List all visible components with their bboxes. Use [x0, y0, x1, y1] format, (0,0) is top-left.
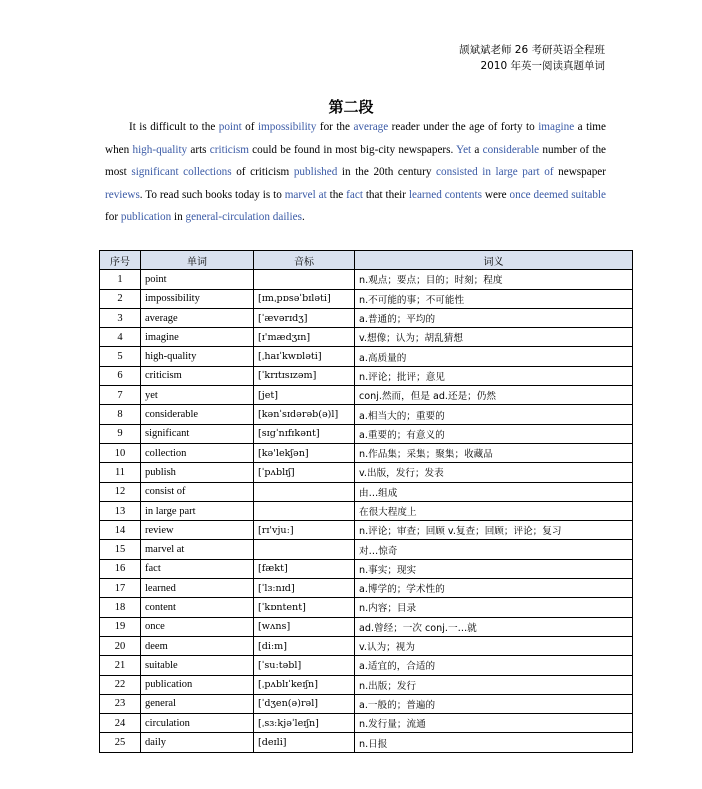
- row-word: consist of: [141, 482, 254, 501]
- highlighted-vocab-word: published: [293, 166, 338, 178]
- table-row: [100, 328, 633, 347]
- row-meaning: n.事实；现实: [355, 559, 633, 578]
- passage-text: It is difficult to the: [129, 121, 219, 133]
- row-word: impossibility: [141, 289, 254, 308]
- row-index: 20: [100, 636, 141, 655]
- row-phonetic: [deɪli]: [254, 733, 355, 752]
- row-meaning: a.适宜的，合适的: [355, 656, 633, 675]
- table-row: [100, 308, 633, 327]
- passage-text: a: [471, 143, 483, 156]
- row-index: 2: [100, 289, 141, 308]
- row-word: considerable: [141, 405, 254, 424]
- row-meaning: a.博学的；学术性的: [355, 579, 633, 598]
- vocabulary-table: [99, 250, 633, 753]
- row-word: imagine: [141, 328, 254, 347]
- highlighted-vocab-word: learned contents: [408, 188, 482, 201]
- row-index: 3: [100, 308, 141, 327]
- row-phonetic: [kə'lekʃən]: [254, 443, 355, 462]
- highlighted-vocab-word: Yet: [456, 143, 472, 156]
- passage-text: the: [326, 188, 347, 201]
- row-phonetic: [sɪgˈnɪfɪkənt]: [254, 424, 355, 443]
- row-phonetic: [rɪ'vjuː]: [254, 521, 355, 540]
- highlighted-vocab-word: publication: [120, 211, 172, 223]
- row-index: 14: [100, 521, 141, 540]
- table-body: [100, 270, 633, 752]
- row-phonetic: [ˈævərɪdʒ]: [254, 308, 355, 327]
- table-row: [100, 714, 633, 733]
- row-meaning: n.内容；目录: [355, 598, 633, 617]
- passage-text: for: [105, 211, 121, 223]
- row-index: 11: [100, 463, 141, 482]
- row-phonetic: [diːm]: [254, 636, 355, 655]
- row-phonetic: [ɪ'mædʒɪn]: [254, 328, 355, 347]
- row-phonetic: [ɪmˌpɒsəˈbɪləti]: [254, 289, 355, 308]
- row-phonetic: [kənˈsɪdərəb(ə)l]: [254, 405, 355, 424]
- row-index: 7: [100, 386, 141, 405]
- row-word: publish: [141, 463, 254, 482]
- row-meaning: n.评论；批评；意见: [355, 366, 633, 385]
- row-index: 8: [100, 405, 141, 424]
- row-meaning: conj.然而，但是 ad.还是；仍然: [355, 386, 633, 405]
- row-meaning: v.出版，发行；发表: [355, 463, 633, 482]
- row-word: content: [141, 598, 254, 617]
- row-meaning: n.发行量；流通: [355, 714, 633, 733]
- header-subtitle-line: 2010 年英一阅读真题单词: [480, 60, 605, 72]
- row-phonetic: [ˌpʌblɪˈkeɪʃn]: [254, 675, 355, 694]
- highlighted-vocab-word: impossibility: [257, 121, 317, 133]
- row-phonetic: [ˈkɒntent]: [254, 598, 355, 617]
- header-phonetic: 音标: [254, 251, 355, 270]
- row-index: 15: [100, 540, 141, 559]
- row-index: 18: [100, 598, 141, 617]
- passage-text: arts: [187, 143, 210, 156]
- highlighted-vocab-word: consisted in large part of: [436, 166, 554, 178]
- table-row: [100, 289, 633, 308]
- passage-paragraph: [105, 116, 606, 229]
- table-row: [100, 521, 633, 540]
- row-phonetic: [jet]: [254, 386, 355, 405]
- header-meaning: 词义: [355, 251, 633, 270]
- row-phonetic: [ˌhaɪˈkwɒləti]: [254, 347, 355, 366]
- row-meaning: a.相当大的；重要的: [355, 405, 633, 424]
- row-phonetic: [ˈpʌblɪʃ]: [254, 463, 355, 482]
- passage-text: of: [241, 121, 258, 133]
- table-row: [100, 405, 633, 424]
- row-index: 12: [100, 482, 141, 501]
- row-index: 9: [100, 424, 141, 443]
- table-row: [100, 366, 633, 385]
- passage-text: newspaper: [553, 166, 606, 178]
- row-word: in large part: [141, 501, 254, 520]
- row-index: 16: [100, 559, 141, 578]
- row-word: once: [141, 617, 254, 636]
- highlighted-vocab-word: considerable: [482, 143, 540, 156]
- row-word: fact: [141, 559, 254, 578]
- row-meaning: n.作品集；采集；聚集；收藏品: [355, 443, 633, 462]
- passage-text: in the 20th century: [337, 166, 437, 178]
- row-meaning: n.观点；要点；目的；时刻；程度: [355, 270, 633, 289]
- highlighted-vocab-word: general-circulation dailies: [185, 211, 302, 223]
- row-phonetic: [fækt]: [254, 559, 355, 578]
- row-meaning: a.重要的；有意义的: [355, 424, 633, 443]
- table-row: [100, 270, 633, 289]
- passage-text: could be found in most big-city newspapers.: [248, 143, 457, 156]
- row-phonetic: [254, 540, 355, 559]
- highlighted-vocab-word: significant: [131, 166, 179, 178]
- row-word: deem: [141, 636, 254, 655]
- row-index: 23: [100, 694, 141, 713]
- table-row: [100, 636, 633, 655]
- row-index: 19: [100, 617, 141, 636]
- table-row: [100, 463, 633, 482]
- highlighted-vocab-word: imagine: [538, 121, 575, 133]
- passage-text: .: [301, 211, 305, 223]
- passage-text: of criticism: [231, 166, 294, 178]
- row-phonetic: [wʌns]: [254, 617, 355, 636]
- row-phonetic: [ˈdʒen(ə)rəl]: [254, 694, 355, 713]
- row-word: criticism: [141, 366, 254, 385]
- table-row: [100, 598, 633, 617]
- table-header-row: [100, 251, 633, 270]
- row-word: high-quality: [141, 347, 254, 366]
- row-meaning: 在很大程度上: [355, 501, 633, 520]
- highlighted-vocab-word: average: [353, 121, 389, 133]
- row-word: point: [141, 270, 254, 289]
- row-meaning: a.高质量的: [355, 347, 633, 366]
- row-word: learned: [141, 579, 254, 598]
- header-index: 序号: [100, 251, 141, 270]
- row-word: suitable: [141, 656, 254, 675]
- header-word: 单词: [141, 251, 254, 270]
- row-word: significant: [141, 424, 254, 443]
- table-row: [100, 579, 633, 598]
- passage-text: that their: [362, 188, 409, 201]
- row-meaning: a.一般的；普遍的: [355, 694, 633, 713]
- table-row: [100, 482, 633, 501]
- row-word: daily: [141, 733, 254, 752]
- row-index: 21: [100, 656, 141, 675]
- table-row: [100, 386, 633, 405]
- highlighted-vocab-word: criticism: [209, 143, 249, 156]
- row-word: general: [141, 694, 254, 713]
- table-row: [100, 501, 633, 520]
- highlighted-vocab-word: point: [218, 121, 242, 133]
- table-row: [100, 559, 633, 578]
- row-index: 1: [100, 270, 141, 289]
- passage-text: . To read such books today is to: [139, 188, 285, 201]
- passage-text: a time when: [105, 121, 606, 156]
- row-meaning: 对…惊奇: [355, 540, 633, 559]
- passage-text: in: [171, 211, 186, 223]
- header-course-line: 颉斌斌老师 26 考研英语全程班: [458, 44, 605, 56]
- row-word: circulation: [141, 714, 254, 733]
- row-meaning: a.普通的；平均的: [355, 308, 633, 327]
- row-phonetic: [254, 501, 355, 520]
- row-index: 10: [100, 443, 141, 462]
- table-row: [100, 617, 633, 636]
- row-phonetic: [254, 482, 355, 501]
- row-meaning: 由…组成: [355, 482, 633, 501]
- row-meaning: n.日报: [355, 733, 633, 752]
- row-index: 6: [100, 366, 141, 385]
- section-title: 第二段: [328, 98, 374, 116]
- table-row: [100, 424, 633, 443]
- row-word: average: [141, 308, 254, 327]
- row-index: 4: [100, 328, 141, 347]
- passage-text: for the: [316, 121, 354, 133]
- row-index: 24: [100, 714, 141, 733]
- table-row: [100, 675, 633, 694]
- table-row: [100, 347, 633, 366]
- highlighted-vocab-word: reviews: [105, 188, 140, 201]
- row-index: 22: [100, 675, 141, 694]
- passage-text: number of the most: [105, 143, 607, 178]
- table-row: [100, 656, 633, 675]
- row-phonetic: [254, 270, 355, 289]
- table-row: [100, 540, 633, 559]
- row-meaning: n.不可能的事；不可能性: [355, 289, 633, 308]
- row-word: review: [141, 521, 254, 540]
- row-word: marvel at: [141, 540, 254, 559]
- row-meaning: v.想像；认为；胡乱猜想: [355, 328, 633, 347]
- passage-text: reader under the age of forty to: [388, 121, 539, 133]
- highlighted-vocab-word: collections: [183, 166, 232, 178]
- row-index: 25: [100, 733, 141, 752]
- row-word: yet: [141, 386, 254, 405]
- row-meaning: n.出版；发行: [355, 675, 633, 694]
- highlighted-vocab-word: once deemed suitable: [509, 188, 607, 201]
- row-phonetic: [ˈkrɪtɪsɪzəm]: [254, 366, 355, 385]
- row-word: collection: [141, 443, 254, 462]
- row-index: 17: [100, 579, 141, 598]
- row-phonetic: [ˈsuːtəbl]: [254, 656, 355, 675]
- row-meaning: ad.曾经；一次 conj.一…就: [355, 617, 633, 636]
- row-index: 13: [100, 501, 141, 520]
- row-index: 5: [100, 347, 141, 366]
- row-meaning: n.评论；审查；回顾 v.复查；回顾；评论；复习: [355, 521, 633, 540]
- table-row: [100, 443, 633, 462]
- row-phonetic: [ˈlɜːnɪd]: [254, 579, 355, 598]
- passage-text: were: [481, 188, 510, 201]
- document-header: [459, 42, 605, 74]
- highlighted-vocab-word: high-quality: [132, 143, 188, 156]
- highlighted-vocab-word: fact: [346, 188, 363, 201]
- row-meaning: v.认为；视为: [355, 636, 633, 655]
- table-row: [100, 694, 633, 713]
- row-word: publication: [141, 675, 254, 694]
- table-row: [100, 733, 633, 752]
- highlighted-vocab-word: marvel at: [284, 188, 327, 201]
- row-phonetic: [ˌsɜːkjəˈleɪʃn]: [254, 714, 355, 733]
